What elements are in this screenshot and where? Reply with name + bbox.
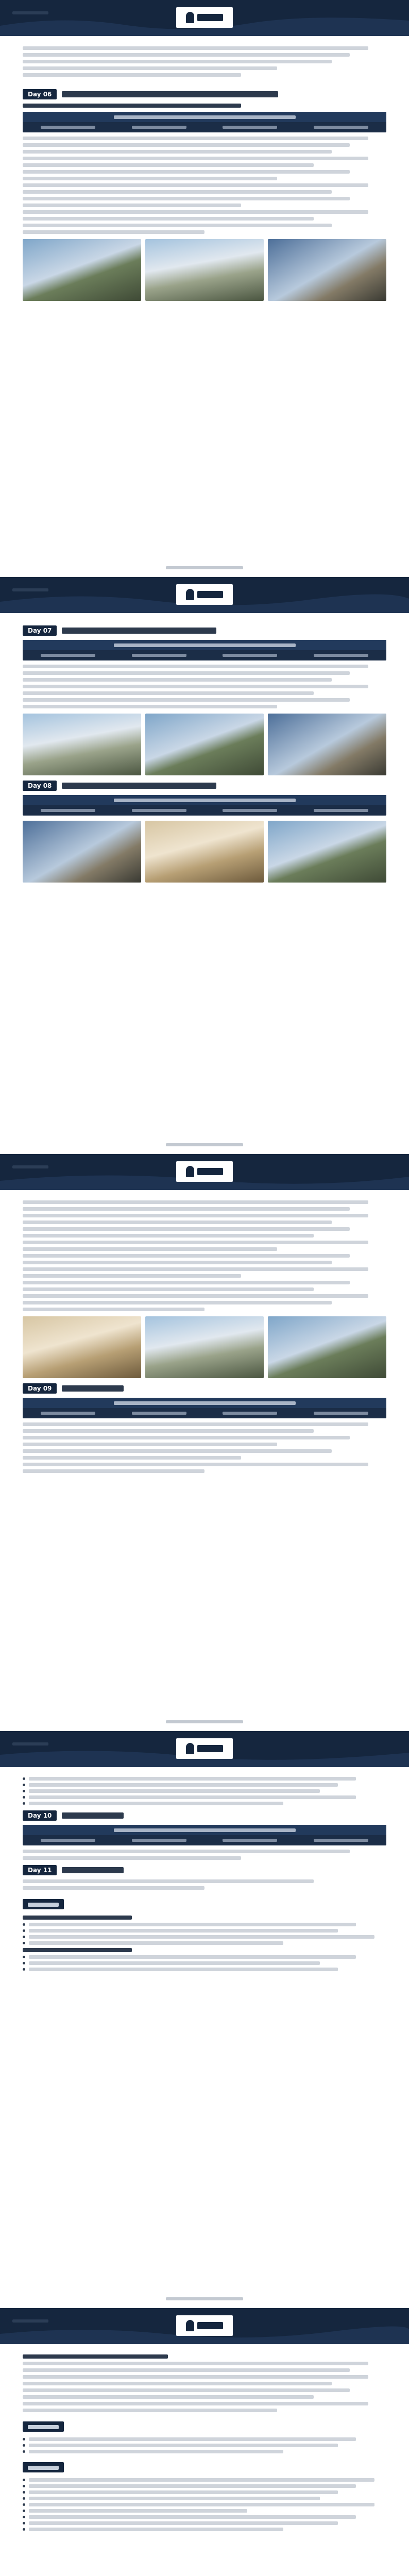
page-banner [0,2308,409,2344]
page-footer [0,566,409,569]
photo-gallery [23,821,386,883]
document-page-5 [0,2308,409,2576]
landscape-photo [23,714,141,775]
document-page-2 [0,577,409,1154]
day-header [23,1810,386,1821]
photo-gallery [23,1316,386,1378]
landscape-photo [268,239,386,301]
document-page-3 [0,1154,409,1731]
banner-tag [12,2319,48,2323]
landscape-photo [23,239,141,301]
day-label: Day 07 [23,625,57,636]
photo-gallery [23,714,386,775]
brand-logo-icon [176,7,233,28]
itinerary-table [23,112,386,132]
landscape-photo [268,714,386,775]
page-banner [0,1731,409,1767]
day-label: Day 09 [23,1383,57,1394]
page-banner [0,1154,409,1190]
day-header [23,1865,386,1875]
page-banner [0,0,409,36]
landscape-photo [145,1316,264,1378]
photo-gallery [23,239,386,301]
landscape-photo [145,821,264,883]
landscape-photo [23,1316,141,1378]
brand-logo-icon [176,584,233,605]
landscape-photo [268,1316,386,1378]
day-header [23,625,386,636]
page-footer [0,1143,409,1146]
day-label: Day 10 [23,1810,57,1821]
landscape-photo [145,239,264,301]
page-footer [0,2297,409,2300]
section-heading [23,1899,64,1909]
day-label: Day 11 [23,1865,57,1875]
document-page-1 [0,0,409,577]
landscape-photo [145,714,264,775]
day-label: Day 06 [23,89,57,99]
day-label: Day 08 [23,781,57,791]
itinerary-table [23,1825,386,1845]
section-heading [23,2421,64,2432]
page-banner [0,577,409,613]
banner-tag [12,588,48,591]
brand-logo-icon [176,2315,233,2336]
brand-logo-icon [176,1161,233,1182]
day-header [23,1383,386,1394]
day-header [23,89,386,99]
section-heading [23,2462,64,2472]
itinerary-table [23,640,386,660]
day-header [23,781,386,791]
banner-tag [12,11,48,14]
banner-tag [12,1165,48,1168]
banner-tag [12,1742,48,1745]
brand-logo-icon [176,1738,233,1759]
itinerary-table [23,795,386,816]
landscape-photo [23,821,141,883]
page-footer [0,1720,409,1723]
document-page-4 [0,1731,409,2308]
landscape-photo [268,821,386,883]
itinerary-table [23,1398,386,1418]
